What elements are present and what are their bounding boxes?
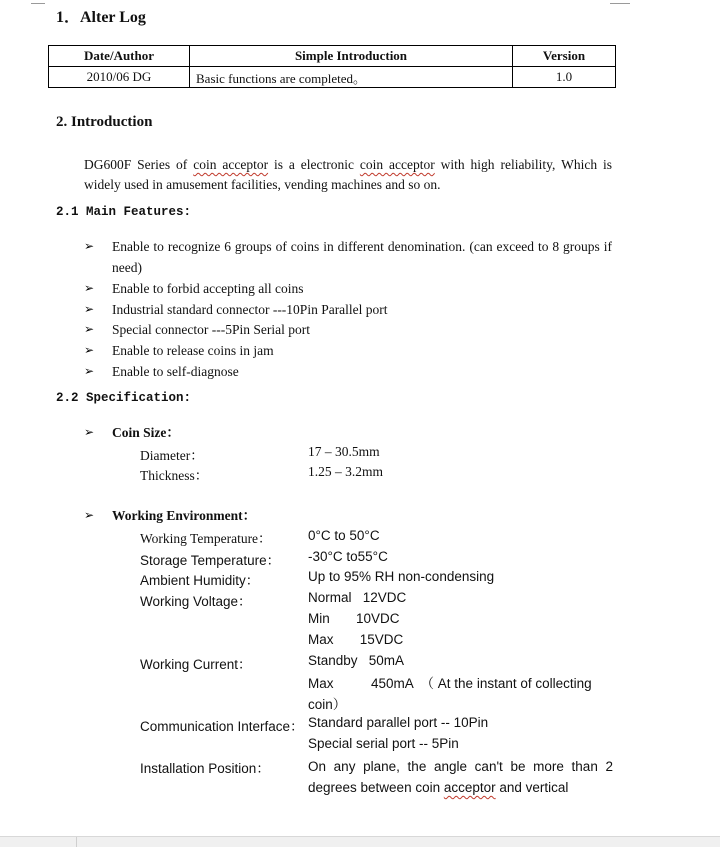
ambient-humidity-label: Ambient Humidity：	[140, 573, 260, 588]
bullet-arrow-icon: ➢	[84, 302, 95, 316]
document-bottom-bar	[0, 836, 720, 847]
voltage-max-value: Max 15VDC	[308, 632, 404, 647]
header-simple-introduction: Simple Introduction	[190, 46, 513, 67]
diameter-label: Diameter：	[140, 448, 204, 463]
intro-text: is a electronic	[268, 157, 360, 172]
installation-position-value	[308, 756, 613, 798]
list-item: Enable to forbid accepting all coins	[112, 281, 304, 296]
working-environment-title: Working Environment：	[112, 508, 257, 523]
bullet-arrow-icon: ➢	[84, 364, 95, 378]
voltage-normal-value: Normal 12VDC	[308, 590, 407, 605]
thickness-label: Thickness：	[140, 468, 209, 483]
current-max-value: Max 450mA （ At the instant of collecting coin）	[308, 676, 596, 712]
list-item: Special connector ---5Pin Serial port	[112, 322, 310, 337]
intro-text: with high reliability, Which is widely used in amusement facilities, vending machines and so on.	[84, 157, 612, 192]
main-features-heading: 2.1 Main Features:	[56, 205, 192, 219]
intro-text: DG600F Series of	[84, 157, 194, 172]
alter-log-heading: 1．Alter Log	[56, 9, 146, 26]
cell-date-author: 2010/06 DG	[49, 67, 190, 88]
corner-crop-mark	[610, 0, 630, 4]
communication-interface-label: Communication Interface：	[140, 719, 304, 734]
ambient-humidity-value: Up to 95% RH non-condensing	[308, 569, 495, 584]
bullet-arrow-icon: ➢	[84, 281, 95, 295]
bullet-arrow-icon: ➢	[84, 343, 95, 357]
cell-simple-introduction: Basic functions are completed。	[190, 67, 513, 88]
bullet-arrow-icon: ➢	[84, 425, 95, 439]
comm-parallel-value: Standard parallel port -- 10Pin	[308, 715, 489, 730]
diameter-value: 17 – 30.5mm	[308, 444, 380, 459]
header-version: Version	[513, 46, 616, 67]
table-header-row	[49, 46, 616, 67]
voltage-min-value: Min 10VDC	[308, 611, 400, 626]
spellcheck-word: coin acceptor	[359, 157, 435, 172]
spellcheck-word: acceptor	[443, 780, 496, 795]
current-standby-value: Standby 50mA	[308, 653, 405, 668]
header-date-author: Date/Author	[49, 46, 190, 67]
spellcheck-word: coin acceptor	[193, 157, 269, 172]
installation-position-label: Installation Position：	[140, 761, 270, 776]
working-temperature-value: 0°C to 50°C	[308, 528, 380, 543]
bullet-arrow-icon: ➢	[84, 508, 95, 522]
cell-version: 1.0	[513, 67, 616, 88]
storage-temperature-value: -30°C to55°C	[308, 549, 388, 564]
introduction-heading: 2. Introduction	[56, 114, 153, 130]
bullet-arrow-icon: ➢	[84, 322, 95, 336]
working-voltage-label: Working Voltage：	[140, 594, 252, 609]
comm-serial-value: Special serial port -- 5Pin	[308, 736, 459, 751]
working-temperature-label: Working Temperature：	[140, 531, 272, 546]
alter-log-table	[48, 45, 616, 88]
specification-heading: 2.2 Specification:	[56, 391, 192, 405]
introduction-paragraph	[84, 155, 612, 195]
table-row	[49, 67, 616, 88]
list-item: Enable to recognize 6 groups of coins in different denomination. (can exceed to 8 groups if need)	[112, 239, 612, 275]
list-item: Enable to self-diagnose	[112, 364, 239, 379]
list-item: Enable to release coins in jam	[112, 343, 274, 358]
install-text: On any plane, the angle can't be more than 2 degrees between coin	[308, 759, 613, 795]
list-item: Industrial standard connector ---10Pin Parallel port	[112, 302, 388, 317]
bullet-arrow-icon: ➢	[84, 239, 95, 253]
working-current-label: Working Current：	[140, 657, 252, 672]
install-text: and vertical	[495, 780, 569, 795]
thickness-value: 1.25 – 3.2mm	[308, 464, 384, 479]
corner-crop-mark	[31, 0, 45, 4]
storage-temperature-label: Storage Temperature：	[140, 553, 281, 568]
coin-size-title: Coin Size：	[112, 425, 180, 440]
